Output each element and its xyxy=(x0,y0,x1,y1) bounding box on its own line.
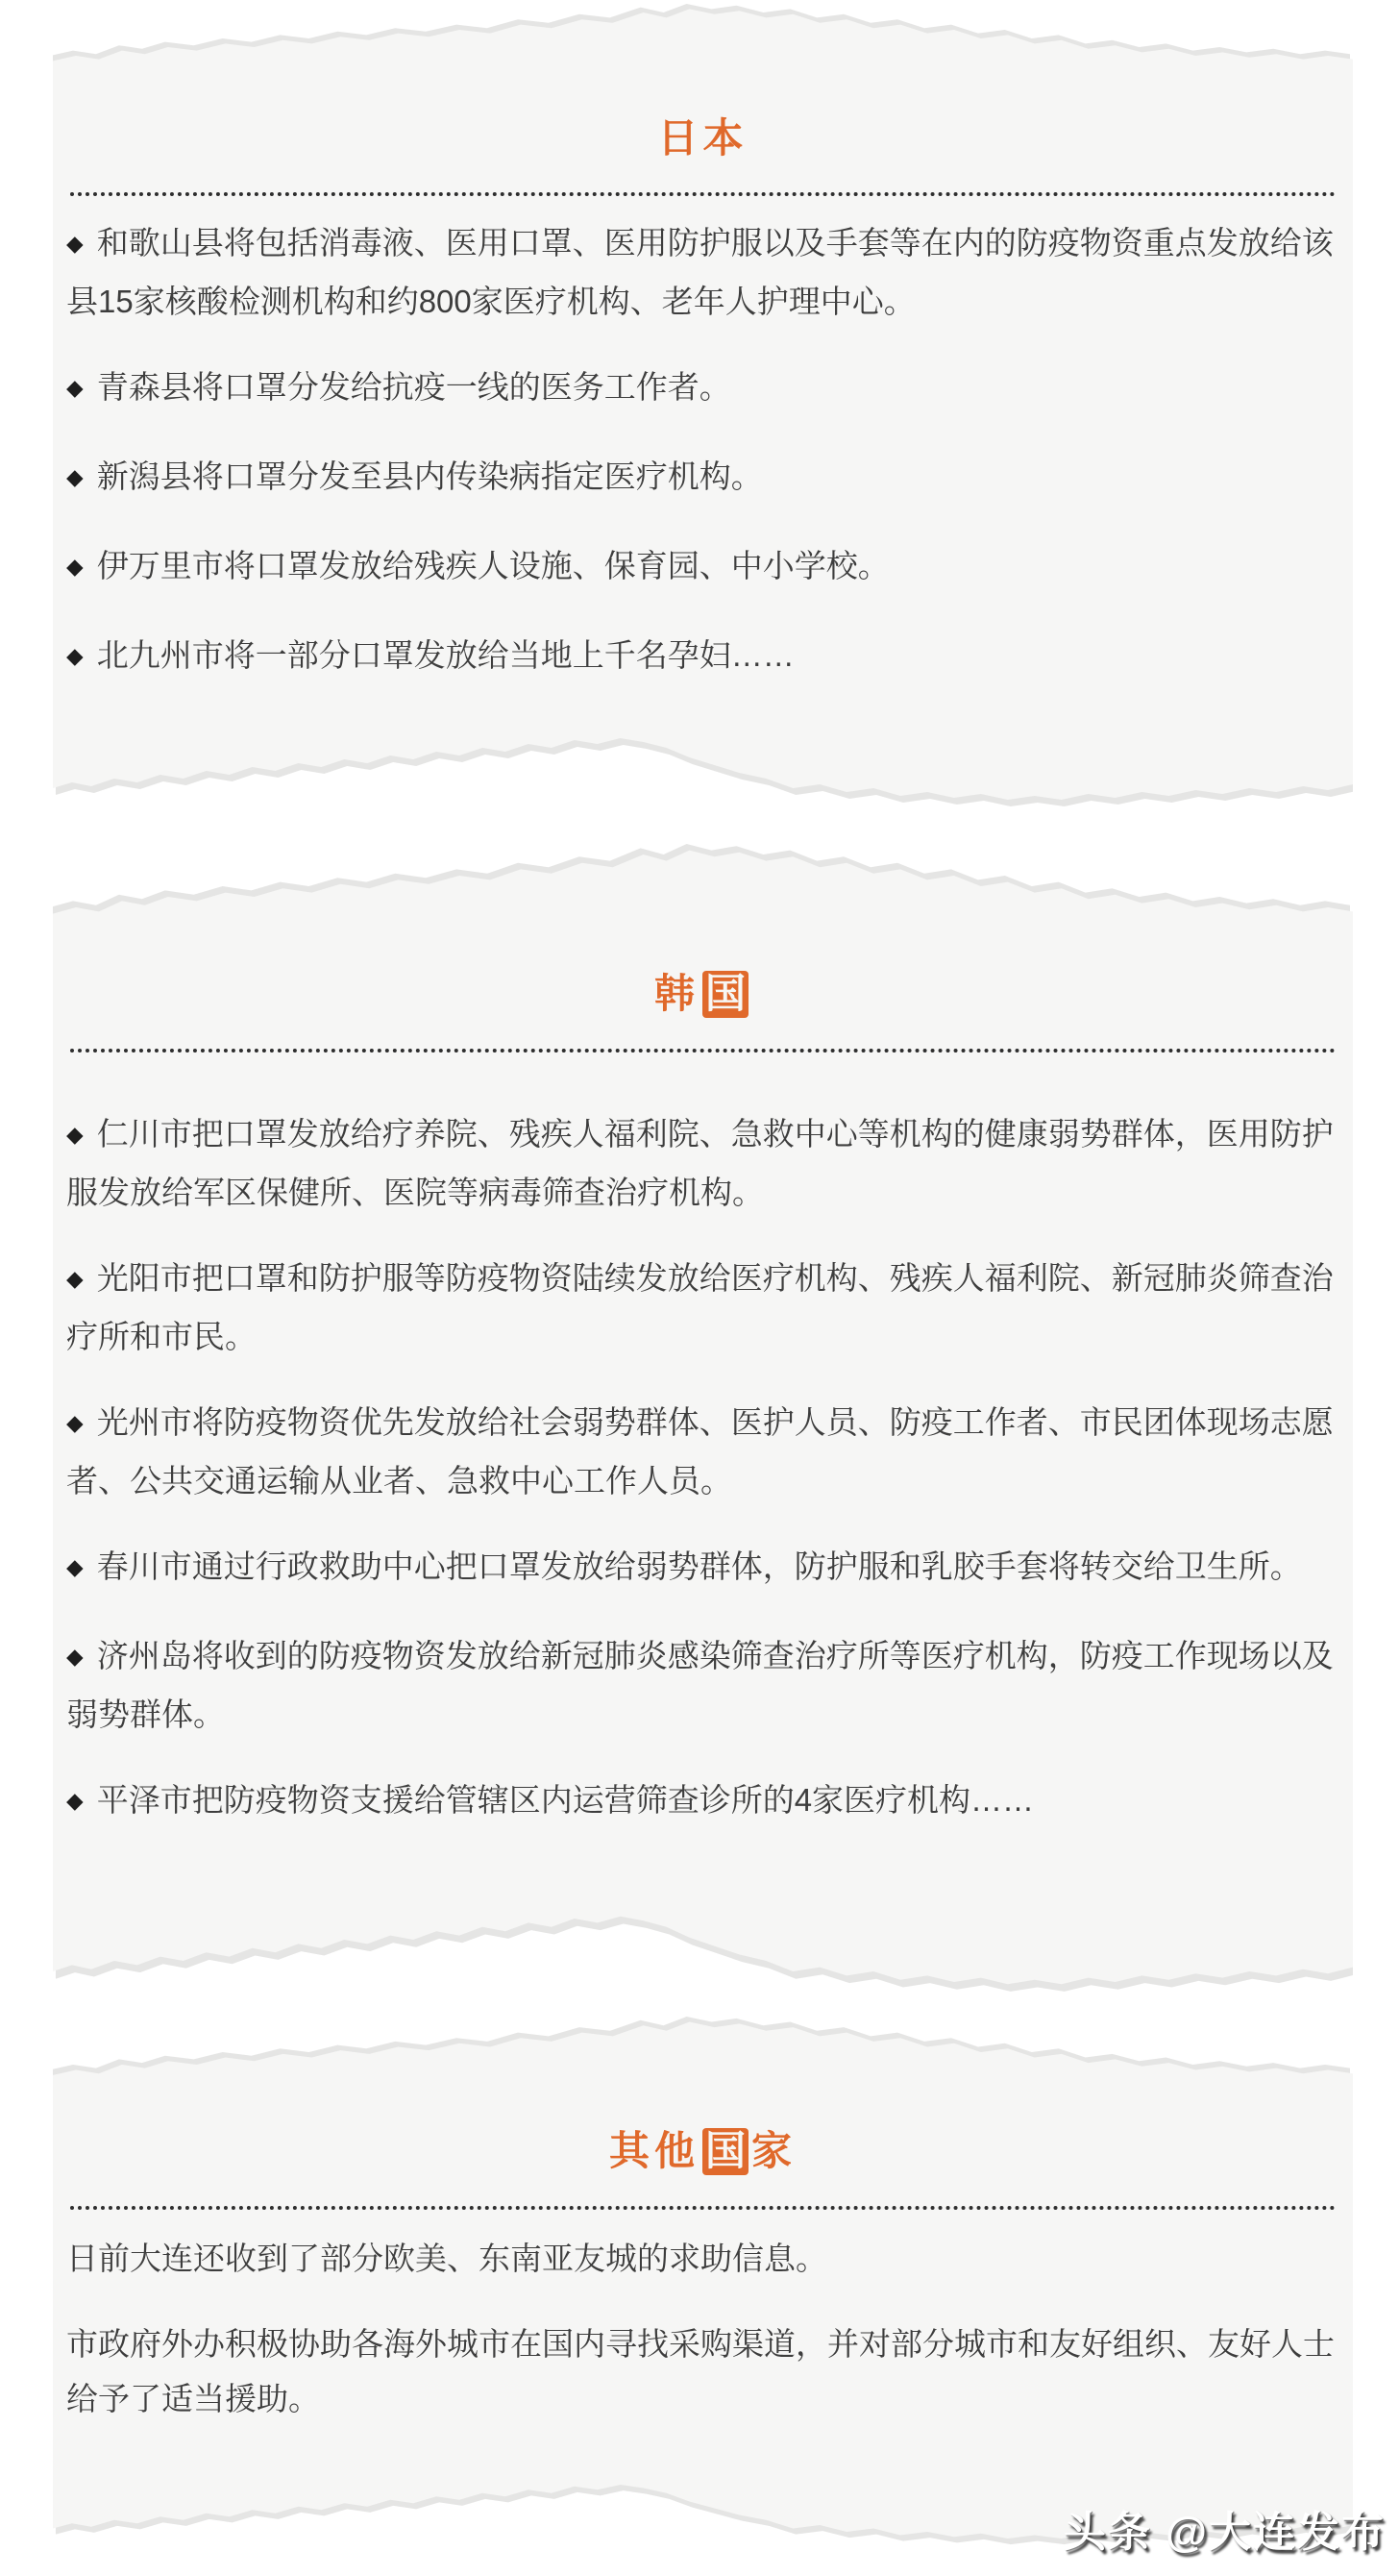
list-item xyxy=(66,215,1339,329)
diamond-bullet-icon: ◆ xyxy=(66,375,84,401)
list-item-text: 伊万里市将口罩发放给残疾人设施、保育园、中小学校。 xyxy=(96,548,890,584)
diamond-bullet-icon: ◆ xyxy=(66,1122,84,1148)
paragraph-list xyxy=(66,2231,1339,2426)
list-item-text: 新潟县将口罩分发至县内传染病指定医疗机构。 xyxy=(96,458,763,495)
list-item-text: 仁川市把口罩发放给疗养院、残疾人福利院、急救中心等机构的健康弱势群体，医用防护服发放给军区保健所、医院等病毒筛查治疗机构。 xyxy=(66,1116,1334,1211)
torn-paper-edge-bottom xyxy=(53,1908,1353,1993)
dotted-divider xyxy=(70,192,1336,196)
paragraph-text: 市政府外办积极协助各海外城市在国内寻找采购渠道，并对部分城市和友好组织、友好人士给予了适当援助。 xyxy=(66,2326,1335,2417)
list-item-text: 青森县将口罩分发给抗疫一线的医务工作者。 xyxy=(96,369,731,406)
torn-paper-edge-top xyxy=(53,2017,1353,2088)
list-item xyxy=(66,359,1339,418)
list-item xyxy=(66,1628,1339,1742)
title-boxed-char: 国 xyxy=(702,971,749,1018)
section-card-japan xyxy=(53,4,1353,807)
list-item xyxy=(66,1772,1339,1831)
title-boxed-char: 国 xyxy=(702,2128,749,2175)
title-text: 日本 xyxy=(657,115,749,161)
torn-paper-edge-bottom xyxy=(53,731,1353,807)
list-item-text: 平泽市把防疫物资支援给管辖区内运营筛查诊所的4家医疗机构…… xyxy=(96,1782,1035,1819)
section-title-korea xyxy=(66,971,1339,1018)
paragraph xyxy=(66,2231,1339,2286)
list-item-text: 光州市将防疫物资优先发放给社会弱势群体、医护人员、防疫工作者、市民团体现场志愿者、公共交通运输从业者、急救中心工作人员。 xyxy=(66,1404,1334,1499)
diamond-bullet-icon: ◆ xyxy=(66,1644,84,1670)
section-body xyxy=(53,2088,1353,2478)
list-item xyxy=(66,449,1339,508)
section-card-korea xyxy=(53,844,1353,1993)
bullet-list xyxy=(66,215,1339,686)
list-item xyxy=(66,1395,1339,1508)
watermark-toutiao-dalian: 头条 @大连发布 xyxy=(1063,2509,1386,2556)
section-title-others xyxy=(66,2128,1339,2175)
list-item xyxy=(66,1539,1339,1598)
list-item xyxy=(66,538,1339,597)
list-item xyxy=(66,628,1339,686)
dotted-divider xyxy=(70,1049,1336,1053)
list-item-text: 和歌山县将包括消毒液、医用口罩、医用防护服以及手套等在内的防疫物资重点发放给该县15家核酸检测机构和约800家医疗机构、老年人护理中心。 xyxy=(66,225,1334,320)
diamond-bullet-icon: ◆ xyxy=(66,554,84,580)
list-item-text: 春川市通过行政救助中心把口罩发放给弱势群体，防护服和乳胶手套将转交给卫生所。 xyxy=(96,1548,1302,1585)
list-item xyxy=(66,1106,1339,1220)
list-item-text: 北九州市将一部分口罩发放给当地上千名孕妇…… xyxy=(96,637,795,674)
dotted-divider xyxy=(70,2206,1336,2210)
list-item xyxy=(66,1251,1339,1364)
section-body xyxy=(53,73,1353,731)
torn-paper-edge-top xyxy=(53,4,1353,73)
section-card-others xyxy=(53,2017,1353,2545)
diamond-bullet-icon: ◆ xyxy=(66,464,84,490)
paragraph xyxy=(66,2316,1339,2426)
section-title-japan xyxy=(66,115,1339,161)
diamond-bullet-icon: ◆ xyxy=(66,231,84,257)
paragraph-text: 日前大连还收到了部分欧美、东南亚友城的求助信息。 xyxy=(66,2241,827,2277)
title-text: 其他 xyxy=(608,2128,700,2173)
title-text: 家 xyxy=(751,2128,798,2173)
diamond-bullet-icon: ◆ xyxy=(66,1410,84,1436)
list-item-text: 济州岛将收到的防疫物资发放给新冠肺炎感染筛查治疗所等医疗机构，防疫工作现场以及弱势群体。 xyxy=(66,1638,1334,1733)
list-item-text: 光阳市把口罩和防护服等防疫物资陆续发放给医疗机构、残疾人福利院、新冠肺炎筛查治疗所和市民。 xyxy=(66,1260,1334,1355)
diamond-bullet-icon: ◆ xyxy=(66,1266,84,1292)
torn-paper-edge-top xyxy=(53,844,1353,929)
diamond-bullet-icon: ◆ xyxy=(66,1554,84,1580)
bullet-list xyxy=(66,1106,1339,1831)
diamond-bullet-icon: ◆ xyxy=(66,643,84,669)
section-body xyxy=(53,929,1353,1908)
diamond-bullet-icon: ◆ xyxy=(66,1788,84,1814)
title-text: 韩 xyxy=(653,971,700,1016)
